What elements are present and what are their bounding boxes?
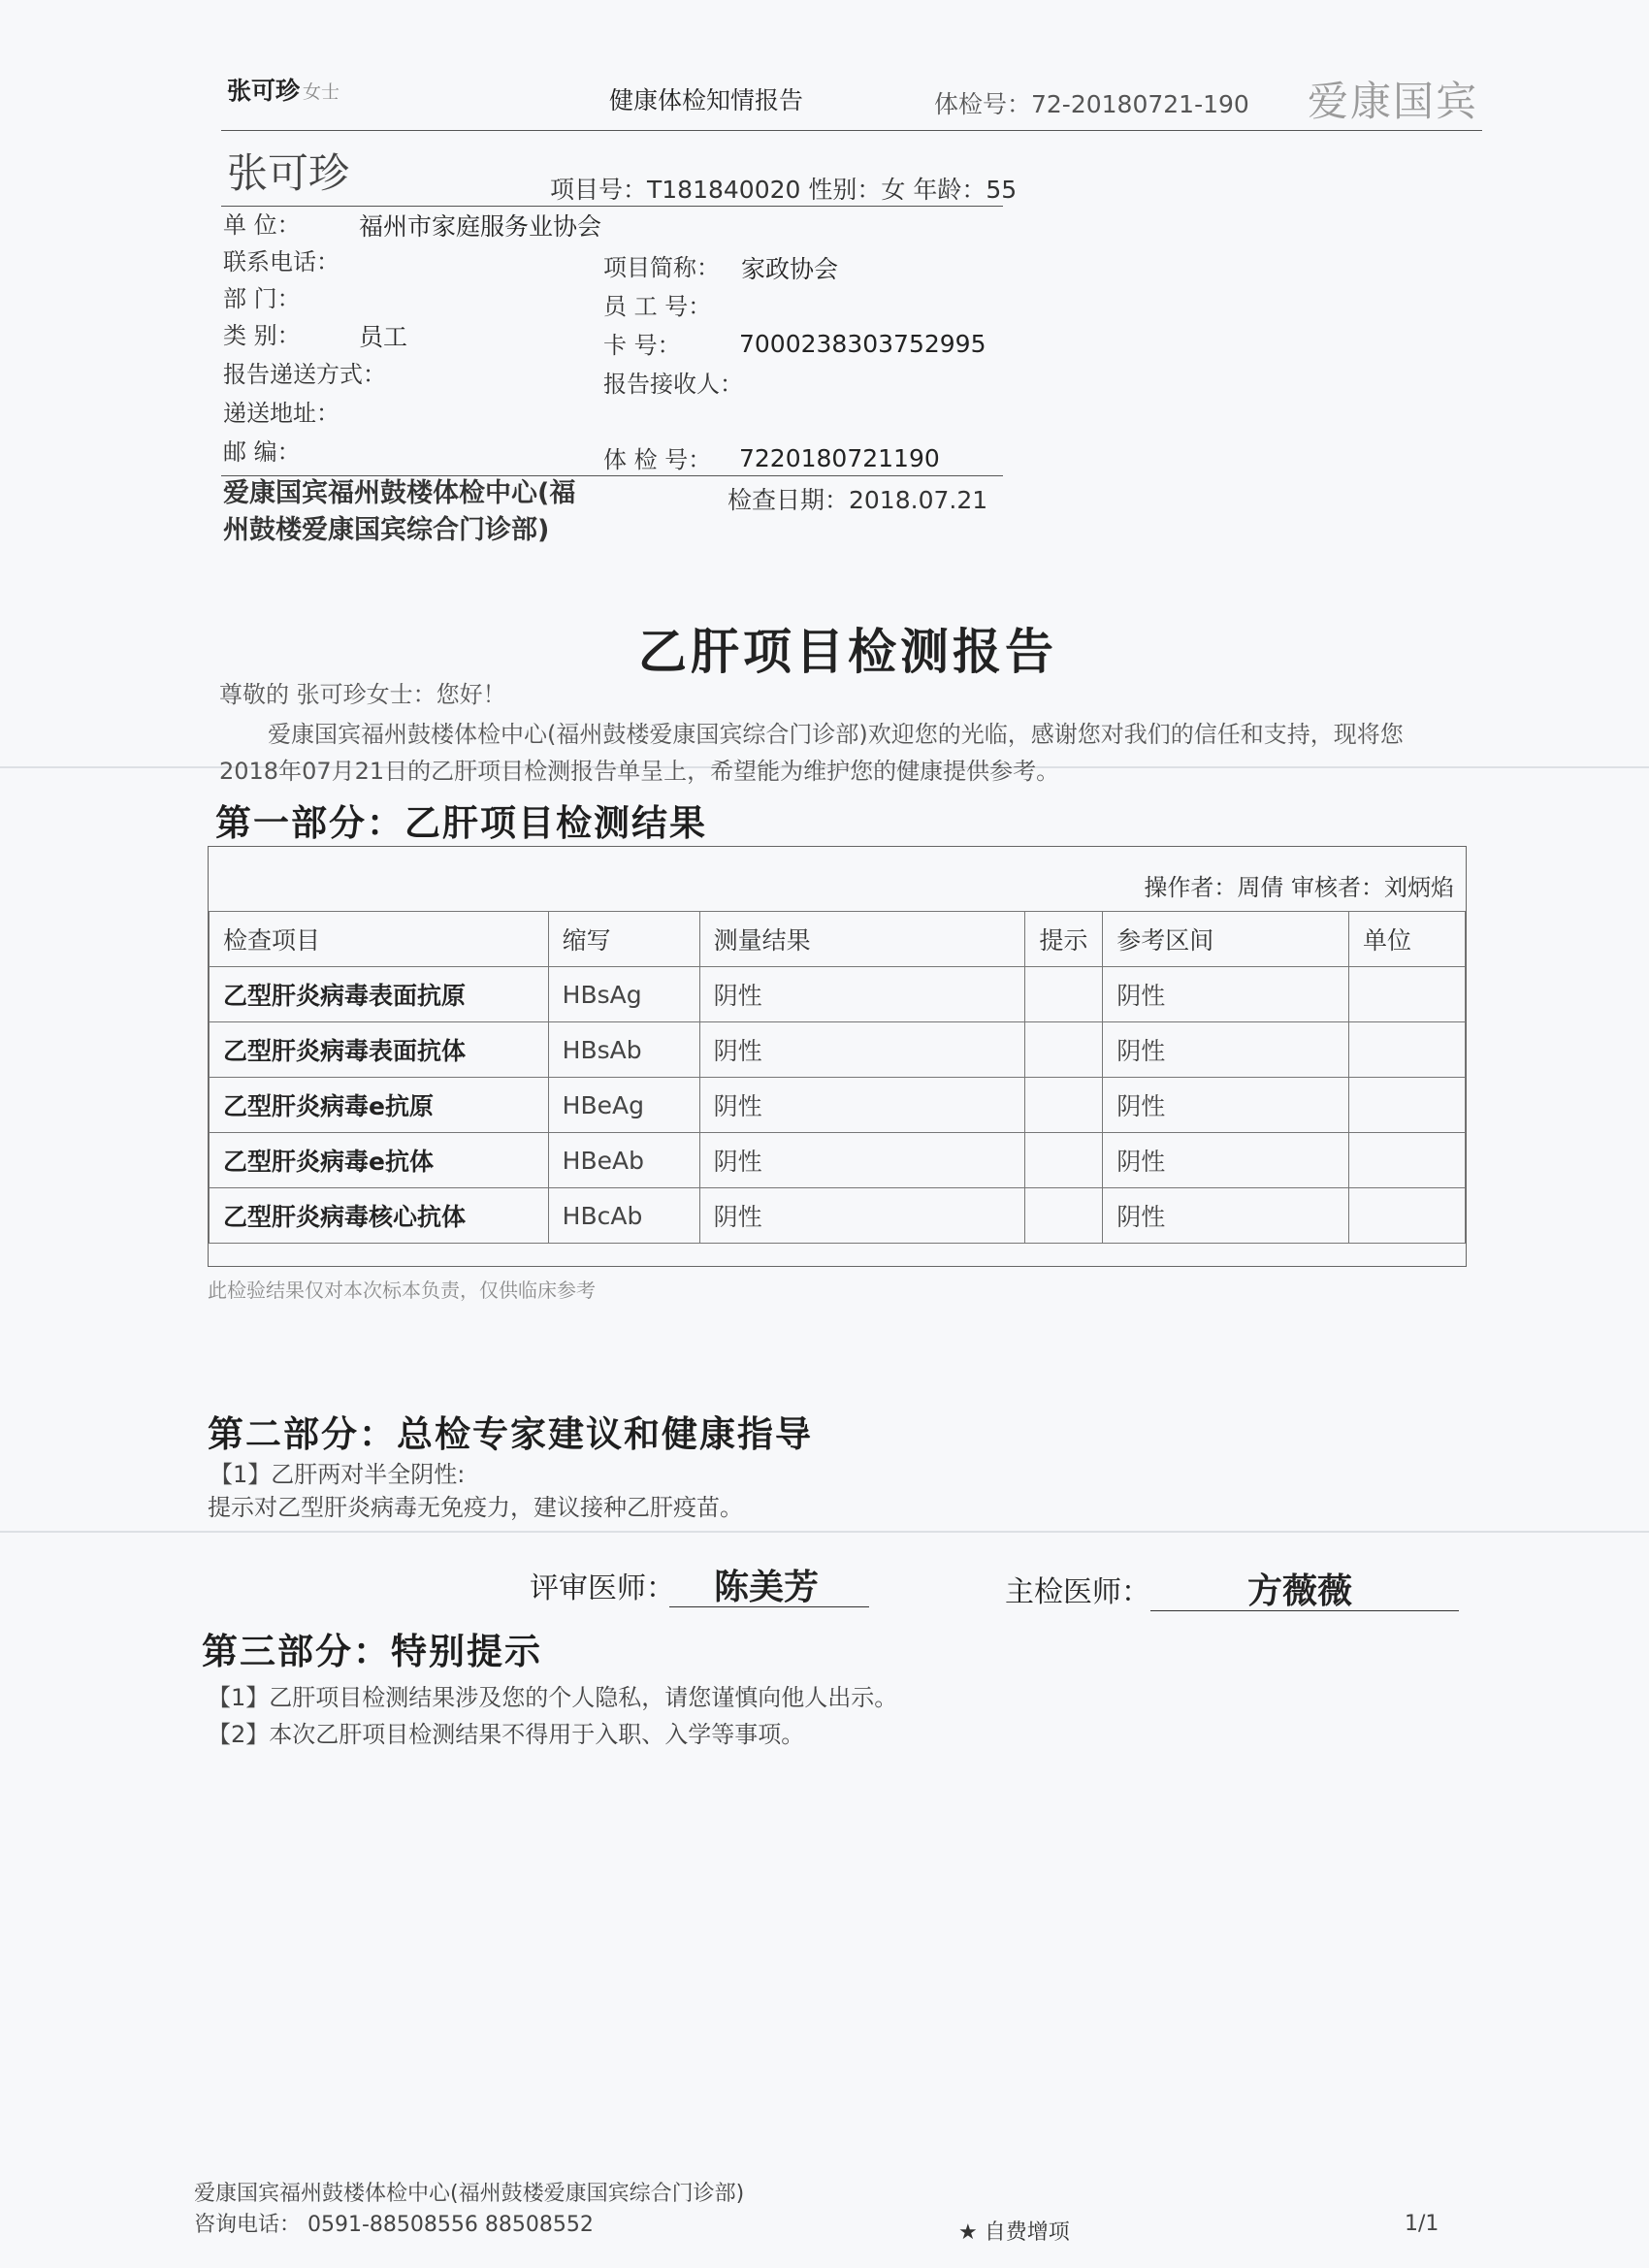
table-header-row — [210, 912, 1466, 967]
results-table-frame — [208, 846, 1467, 1267]
column-header: 参考区间 — [1103, 912, 1349, 967]
section2-title: 第二部分：总检专家建议和健康指导 — [208, 1413, 813, 1455]
header-title-suffix: 女士 — [303, 81, 340, 103]
field-value: 7220180721190 — [739, 444, 940, 472]
cell-unit — [1349, 1188, 1466, 1244]
cell-item: 乙型肝炎病毒核心抗体 — [210, 1188, 549, 1244]
advice-item-title: 【1】乙肝两对半全阴性: — [210, 1461, 466, 1488]
field-label: 联系电话： — [223, 248, 340, 275]
project-info-line: 项目号：T181840020 性别：女 年龄：55 — [550, 176, 1018, 204]
cell-reference: 阴性 — [1103, 1133, 1349, 1188]
cell-unit — [1349, 1133, 1466, 1188]
cell-abbr: HBcAb — [548, 1188, 699, 1244]
field-label: 报告接收人： — [603, 371, 743, 398]
cell-abbr: HBsAg — [548, 967, 699, 1022]
cell-reference: 阴性 — [1103, 967, 1349, 1022]
table-row — [210, 1188, 1466, 1244]
cell-hint — [1025, 1188, 1103, 1244]
table-row — [210, 1078, 1466, 1133]
column-header: 提示 — [1025, 912, 1103, 967]
cell-abbr: HBeAg — [548, 1078, 699, 1133]
cell-reference: 阴性 — [1103, 1188, 1349, 1244]
cell-item: 乙型肝炎病毒e抗体 — [210, 1133, 549, 1188]
cell-abbr: HBeAb — [548, 1133, 699, 1188]
results-table — [209, 911, 1466, 1244]
header-divider — [221, 130, 1482, 131]
cell-unit — [1349, 1078, 1466, 1133]
footer-phone: 咨询电话： 0591-88508556 88508552 — [194, 2213, 594, 2237]
cell-hint — [1025, 967, 1103, 1022]
cell-reference: 阴性 — [1103, 1022, 1349, 1078]
advice-item-text: 提示对乙型肝炎病毒无免疫力，建议接种乙肝疫苗。 — [208, 1494, 743, 1521]
reviewer-label: 评审医师： — [530, 1571, 675, 1605]
chief-sign-line — [1150, 1610, 1459, 1611]
reviewer-sign-line — [669, 1606, 869, 1607]
chief-label: 主检医师： — [1005, 1575, 1150, 1609]
results-disclaimer: 此检验结果仅对本次标本负责，仅供临床参考 — [208, 1279, 596, 1302]
cell-result: 阴性 — [699, 1188, 1025, 1244]
cell-result: 阴性 — [699, 967, 1025, 1022]
check-date: 检查日期：2018.07.21 — [728, 486, 988, 514]
field-label: 邮 编： — [223, 438, 301, 466]
section3-title: 第三部分：特别提示 — [202, 1631, 542, 1672]
column-header: 检查项目 — [210, 912, 549, 967]
cell-result: 阴性 — [699, 1078, 1025, 1133]
reviewer-signature: 陈美芳 — [714, 1567, 820, 1607]
header-exam-number: 体检号：72-20180721-190 — [934, 90, 1249, 118]
field-value: 福州市家庭服务业协会 — [359, 212, 602, 241]
greeting: 尊敬的 张可珍女士：您好！ — [219, 681, 506, 708]
field-value: 员工 — [359, 323, 408, 351]
cell-unit — [1349, 1022, 1466, 1078]
cell-result: 阴性 — [699, 1022, 1025, 1078]
field-label: 部 门： — [223, 285, 301, 312]
column-header: 测量结果 — [699, 912, 1025, 967]
self-pay-mark: ★ 自费增项 — [958, 2220, 1070, 2245]
field-value: 7000238303752995 — [739, 330, 986, 358]
cell-hint — [1025, 1133, 1103, 1188]
cell-result: 阴性 — [699, 1133, 1025, 1188]
notice-item: 【1】乙肝项目检测结果涉及您的个人隐私，请您谨慎向他人出示。 — [208, 1684, 898, 1711]
footer-org: 爱康国宾福州鼓楼体检中心(福州鼓楼爱康国宾综合门诊部) — [194, 2182, 745, 2206]
cell-abbr: HBsAb — [548, 1022, 699, 1078]
field-label: 单 位： — [223, 211, 301, 239]
cell-item: 乙型肝炎病毒表面抗体 — [210, 1022, 549, 1078]
table-row — [210, 1133, 1466, 1188]
column-header: 缩写 — [548, 912, 699, 967]
cell-item: 乙型肝炎病毒e抗原 — [210, 1078, 549, 1133]
patient-big-name: 张可珍 — [227, 149, 350, 197]
cell-unit — [1349, 967, 1466, 1022]
notice-item: 【2】本次乙肝项目检测结果不得用于入职、入学等事项。 — [208, 1721, 805, 1748]
column-header: 单位 — [1349, 912, 1466, 967]
patient-divider — [221, 206, 1003, 207]
field-label: 报告递送方式： — [223, 361, 386, 388]
header-report-type: 健康体检知情报告 — [609, 86, 804, 114]
cell-hint — [1025, 1078, 1103, 1133]
paper-fold — [0, 1531, 1649, 1533]
report-title: 乙肝项目检测报告 — [638, 624, 1057, 680]
section1-title: 第一部分：乙肝项目检测结果 — [215, 802, 707, 844]
exam-center-name: 爱康国宾福州鼓楼体检中心(福州鼓楼爱康国宾综合门诊部) — [223, 478, 576, 545]
chief-signature: 方薇薇 — [1247, 1571, 1353, 1611]
operators-line: 操作者：周倩 审核者：刘炳焰 — [1144, 874, 1454, 901]
field-label: 员 工 号： — [603, 293, 712, 320]
cell-item: 乙型肝炎病毒表面抗原 — [210, 967, 549, 1022]
field-label: 卡 号： — [603, 332, 681, 359]
field-label: 体 检 号： — [603, 446, 712, 473]
field-value: 家政协会 — [741, 255, 839, 283]
header-patient-name: 张可珍 — [227, 77, 301, 105]
table-row — [210, 967, 1466, 1022]
field-label: 递送地址： — [223, 400, 340, 427]
cell-reference: 阴性 — [1103, 1078, 1349, 1133]
field-label: 类 别： — [223, 322, 301, 349]
table-row — [210, 1022, 1466, 1078]
intro-paragraph: 爱康国宾福州鼓楼体检中心(福州鼓楼爱康国宾综合门诊部)欢迎您的光临，感谢您对我们的信任和支持，现将您2018年07月21日的乙肝项目检测报告单呈上，希望能为维护您的健康提供参考。 — [219, 721, 1404, 785]
page-number: 1/1 — [1405, 2212, 1439, 2236]
field-label: 项目简称： — [603, 254, 720, 281]
brand-logo: 爱康国宾 — [1308, 78, 1479, 125]
cell-hint — [1025, 1022, 1103, 1078]
